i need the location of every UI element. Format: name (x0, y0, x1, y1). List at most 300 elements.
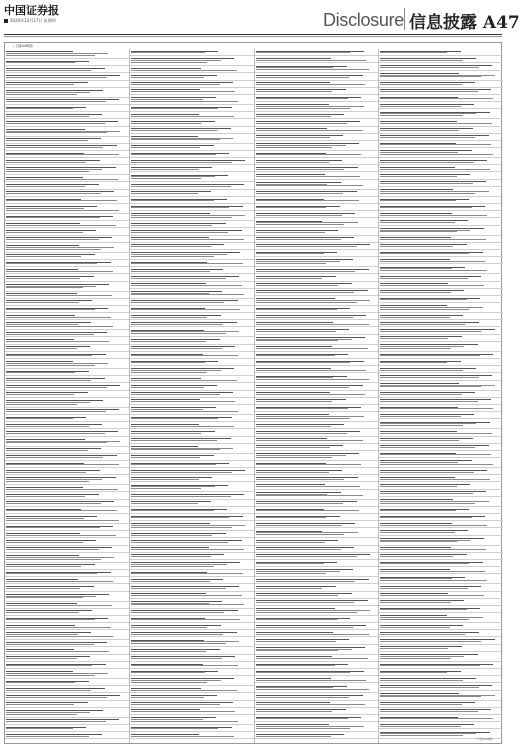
table-row (255, 274, 379, 281)
table-row (379, 606, 503, 613)
table-row (379, 429, 503, 436)
table-row (379, 468, 503, 475)
table-row (5, 383, 129, 390)
table-row (130, 119, 254, 126)
table-row (130, 250, 254, 260)
section-title: 信息披露 A47 (409, 13, 520, 33)
table-row (255, 599, 379, 606)
table-row (5, 267, 129, 274)
table-row (130, 715, 254, 725)
table-row (255, 165, 379, 172)
table-row (255, 528, 379, 538)
table-row (255, 592, 379, 599)
table-row (130, 151, 254, 158)
table-row (379, 691, 503, 701)
table-row (379, 352, 503, 359)
table-row (255, 151, 379, 158)
table-row (130, 352, 254, 359)
table-row (379, 637, 503, 644)
table-row (379, 81, 503, 88)
table-row (130, 306, 254, 313)
table-row (5, 59, 129, 66)
table-row (130, 211, 254, 221)
table-row (5, 236, 129, 243)
table-row (130, 592, 254, 599)
table-row (255, 190, 379, 197)
table-row (379, 359, 503, 366)
table-row (5, 320, 129, 330)
table-row (255, 683, 379, 693)
table-row (379, 521, 503, 528)
table-row (379, 187, 503, 197)
table-row (5, 253, 129, 260)
table-row (255, 521, 379, 528)
table-row (5, 292, 129, 299)
table-row (255, 538, 379, 545)
table-row (5, 214, 129, 221)
table-row (255, 320, 379, 327)
table-row (130, 507, 254, 514)
table-row (379, 49, 503, 56)
table-row (5, 725, 129, 732)
table-row (5, 553, 129, 563)
table-row (255, 623, 379, 630)
table-row (5, 345, 129, 352)
issue-date (4, 18, 56, 24)
table-row (255, 335, 379, 345)
table-row (379, 669, 503, 676)
table-row (379, 437, 503, 444)
table-row (130, 584, 254, 591)
table-row (379, 211, 503, 218)
table-row (5, 524, 129, 531)
table-row (379, 165, 503, 172)
table-row (255, 490, 379, 500)
table-row (130, 197, 254, 204)
table-row (5, 662, 129, 669)
table-row (5, 422, 129, 429)
table-row (379, 708, 503, 715)
table-row (379, 528, 503, 535)
table-row (5, 119, 129, 126)
table-row (379, 381, 503, 391)
table-row (379, 71, 503, 81)
table-row (255, 662, 379, 669)
table-row (255, 645, 379, 655)
table-row (379, 514, 503, 521)
table-row (255, 468, 379, 475)
table-row (130, 553, 254, 560)
table-row (379, 623, 503, 630)
table-row (255, 296, 379, 306)
table-row (5, 260, 129, 267)
table-row (130, 313, 254, 320)
table-row (255, 119, 379, 126)
table-row (255, 606, 379, 616)
continued-to-label: （下转A48版） (474, 737, 495, 741)
table-row (379, 264, 503, 274)
table-row (379, 296, 503, 303)
table-row (255, 708, 379, 715)
table-row (5, 447, 129, 454)
table-row (379, 475, 503, 482)
table-row (5, 686, 129, 693)
table-row (255, 63, 379, 73)
table-row (379, 458, 503, 468)
table-row (379, 197, 503, 204)
table-row (130, 655, 254, 662)
table-row (255, 102, 379, 112)
table-row (255, 373, 379, 383)
table-row (255, 327, 379, 334)
table-row (130, 66, 254, 73)
table-row (379, 497, 503, 507)
table-row (255, 204, 379, 211)
table-row (379, 88, 503, 95)
table-row (5, 175, 129, 182)
table-row (379, 701, 503, 708)
table-row (5, 282, 129, 292)
table-row (379, 645, 503, 652)
table-row (379, 342, 503, 352)
table-row (255, 345, 379, 352)
table-row (130, 282, 254, 289)
table-row (5, 73, 129, 80)
table-row (255, 243, 379, 250)
table-row (255, 366, 379, 373)
table-row (255, 172, 379, 179)
table-row (255, 630, 379, 637)
table-row (130, 134, 254, 144)
table-row (130, 182, 254, 189)
table-row (5, 81, 129, 88)
table-row (379, 630, 503, 637)
table-row (5, 204, 129, 214)
table-row (255, 637, 379, 644)
table-row (130, 630, 254, 637)
table-row (130, 708, 254, 715)
heading-divider (404, 8, 405, 30)
table-row (255, 722, 379, 732)
table-row (5, 630, 129, 640)
table-row (5, 732, 129, 739)
table-row (5, 112, 129, 119)
table-row (130, 616, 254, 623)
table-row (5, 454, 129, 461)
table-row (130, 376, 254, 383)
table-row (130, 383, 254, 390)
table-row (255, 429, 379, 436)
table-row (130, 73, 254, 80)
table-row (130, 56, 254, 66)
table-row (255, 236, 379, 243)
table-row (379, 119, 503, 126)
table-row (379, 652, 503, 662)
table-row (5, 602, 129, 609)
table-row (379, 56, 503, 63)
table-row (255, 451, 379, 461)
disclosure-heading: Disclosure (322, 10, 404, 30)
table-row (255, 359, 379, 366)
table-row (255, 577, 379, 584)
table-row (130, 165, 254, 172)
table-row (130, 345, 254, 352)
table-row (379, 236, 503, 243)
table-row (5, 158, 129, 165)
table-row (5, 274, 129, 281)
table-row (130, 437, 254, 444)
table-row (130, 228, 254, 235)
table-row (379, 444, 503, 451)
table-row (130, 415, 254, 422)
table-row (5, 243, 129, 253)
table-row (255, 267, 379, 274)
table-row (5, 190, 129, 197)
table-row (379, 172, 503, 179)
table-row (130, 391, 254, 398)
table-row (130, 95, 254, 105)
table-row (130, 623, 254, 630)
table-row (130, 538, 254, 545)
table-row (5, 137, 129, 144)
continued-from-label: （上接A46版） (11, 44, 36, 48)
table-row (379, 715, 503, 722)
table-row (379, 218, 503, 225)
table-row (5, 584, 129, 591)
table-row (255, 112, 379, 119)
table-row (379, 250, 503, 257)
table-row (5, 514, 129, 524)
table-row (255, 655, 379, 662)
table-row (255, 88, 379, 95)
table-row (379, 567, 503, 574)
table-row (255, 398, 379, 405)
table-row (130, 701, 254, 708)
table-row (379, 274, 503, 281)
table-row (130, 676, 254, 686)
table-row (130, 686, 254, 693)
table-row (130, 521, 254, 531)
table-row (5, 718, 129, 725)
table-row (379, 599, 503, 606)
table-row (255, 134, 379, 141)
table-row (130, 127, 254, 134)
table-row (5, 49, 129, 59)
table-row (255, 553, 379, 560)
table-row (5, 616, 129, 623)
table-row (5, 592, 129, 602)
table-row (5, 197, 129, 204)
table-row (130, 647, 254, 654)
table-row (5, 492, 129, 499)
table-row (255, 715, 379, 722)
table-row (5, 182, 129, 189)
table-row (130, 144, 254, 151)
table-row (379, 613, 503, 623)
masthead-rule-thin (4, 36, 502, 37)
table-row (5, 485, 129, 492)
table-row (379, 289, 503, 296)
table-row (130, 405, 254, 415)
table-row (5, 437, 129, 447)
table-row (130, 172, 254, 182)
table-row (5, 391, 129, 398)
table-row (255, 412, 379, 422)
table-row (379, 574, 503, 584)
table-column (5, 49, 130, 743)
table-row (379, 546, 503, 553)
table-row (255, 228, 379, 235)
table-row (255, 197, 379, 204)
table-row (255, 507, 379, 514)
table-row (130, 577, 254, 584)
table-row (130, 662, 254, 669)
table-row (5, 640, 129, 647)
table-row (5, 669, 129, 679)
table-row (255, 141, 379, 151)
table-row (130, 221, 254, 228)
table-row (255, 95, 379, 102)
table-row (379, 412, 503, 419)
table-row (5, 165, 129, 175)
table-row (255, 282, 379, 289)
table-row (5, 461, 129, 468)
table-row (130, 190, 254, 197)
table-row (379, 683, 503, 690)
table-row (379, 366, 503, 373)
table-row (255, 514, 379, 521)
table-row (130, 531, 254, 538)
table-row (5, 655, 129, 662)
table-row (130, 500, 254, 507)
table-row (255, 250, 379, 257)
table-row (130, 725, 254, 732)
table-row (379, 158, 503, 165)
table-row (5, 679, 129, 686)
table-row (255, 289, 379, 296)
table-row (5, 398, 129, 408)
table-row (5, 299, 129, 306)
table-row (5, 228, 129, 235)
table-row (130, 475, 254, 482)
table-row (255, 546, 379, 553)
table-row (5, 701, 129, 708)
table-row (379, 536, 503, 546)
table-row (255, 567, 379, 577)
table-row (5, 352, 129, 359)
table-row (5, 306, 129, 313)
table-row (5, 577, 129, 584)
table-row (130, 236, 254, 243)
table-row (379, 313, 503, 320)
table-row (5, 151, 129, 158)
table-row (130, 609, 254, 616)
table-column (255, 49, 380, 743)
table-row (130, 422, 254, 429)
table-row (5, 144, 129, 151)
table-row (5, 408, 129, 415)
table-row (5, 609, 129, 616)
table-row (255, 444, 379, 451)
table-row (130, 366, 254, 376)
table-row (379, 327, 503, 334)
table-row (130, 49, 254, 56)
table-row (379, 204, 503, 211)
table-row (379, 722, 503, 729)
table-row (130, 267, 254, 274)
newspaper-logo: 中国证券报 (4, 4, 59, 17)
table-row (379, 419, 503, 429)
table-row (130, 461, 254, 468)
table-row (255, 352, 379, 359)
table-row (5, 429, 129, 436)
table-row (379, 127, 503, 134)
table-row (5, 546, 129, 553)
table-row (130, 429, 254, 436)
table-row (5, 415, 129, 422)
table-row (130, 560, 254, 570)
table-row (130, 158, 254, 165)
table-row (379, 592, 503, 599)
table-row (5, 500, 129, 507)
table-row (379, 243, 503, 250)
table-row (5, 647, 129, 654)
table-row (5, 563, 129, 570)
table-row (379, 391, 503, 398)
table-row (379, 482, 503, 489)
table-row (255, 669, 379, 676)
table-row (130, 327, 254, 337)
table-row (130, 320, 254, 327)
table-row (130, 274, 254, 281)
table-row (255, 701, 379, 708)
table-row (130, 289, 254, 299)
table-row (5, 313, 129, 320)
table-row (379, 282, 503, 289)
table-row (379, 662, 503, 669)
table-row (130, 260, 254, 267)
table-row (5, 693, 129, 700)
table-row (130, 669, 254, 676)
table-row (5, 475, 129, 485)
table-row (255, 158, 379, 165)
table-row (5, 623, 129, 630)
table-row (379, 134, 503, 141)
table-row (379, 373, 503, 380)
table-row (255, 676, 379, 683)
table-row (255, 127, 379, 134)
table-row (255, 56, 379, 63)
table-row (130, 514, 254, 521)
table-row (255, 218, 379, 228)
table-row (130, 299, 254, 306)
table-row (5, 359, 129, 369)
table-row (255, 500, 379, 507)
table-row (379, 226, 503, 236)
table-row (379, 553, 503, 560)
table-row (130, 81, 254, 88)
table-row (5, 127, 129, 137)
issue-date-text: 2020年12月17日 星期四 (10, 18, 56, 23)
table-row (130, 492, 254, 499)
table-row (255, 422, 379, 429)
table-row (255, 383, 379, 390)
table-row (255, 180, 379, 190)
table-row (130, 546, 254, 553)
table-row (5, 88, 129, 98)
table-column (379, 49, 503, 743)
table-row (255, 482, 379, 489)
